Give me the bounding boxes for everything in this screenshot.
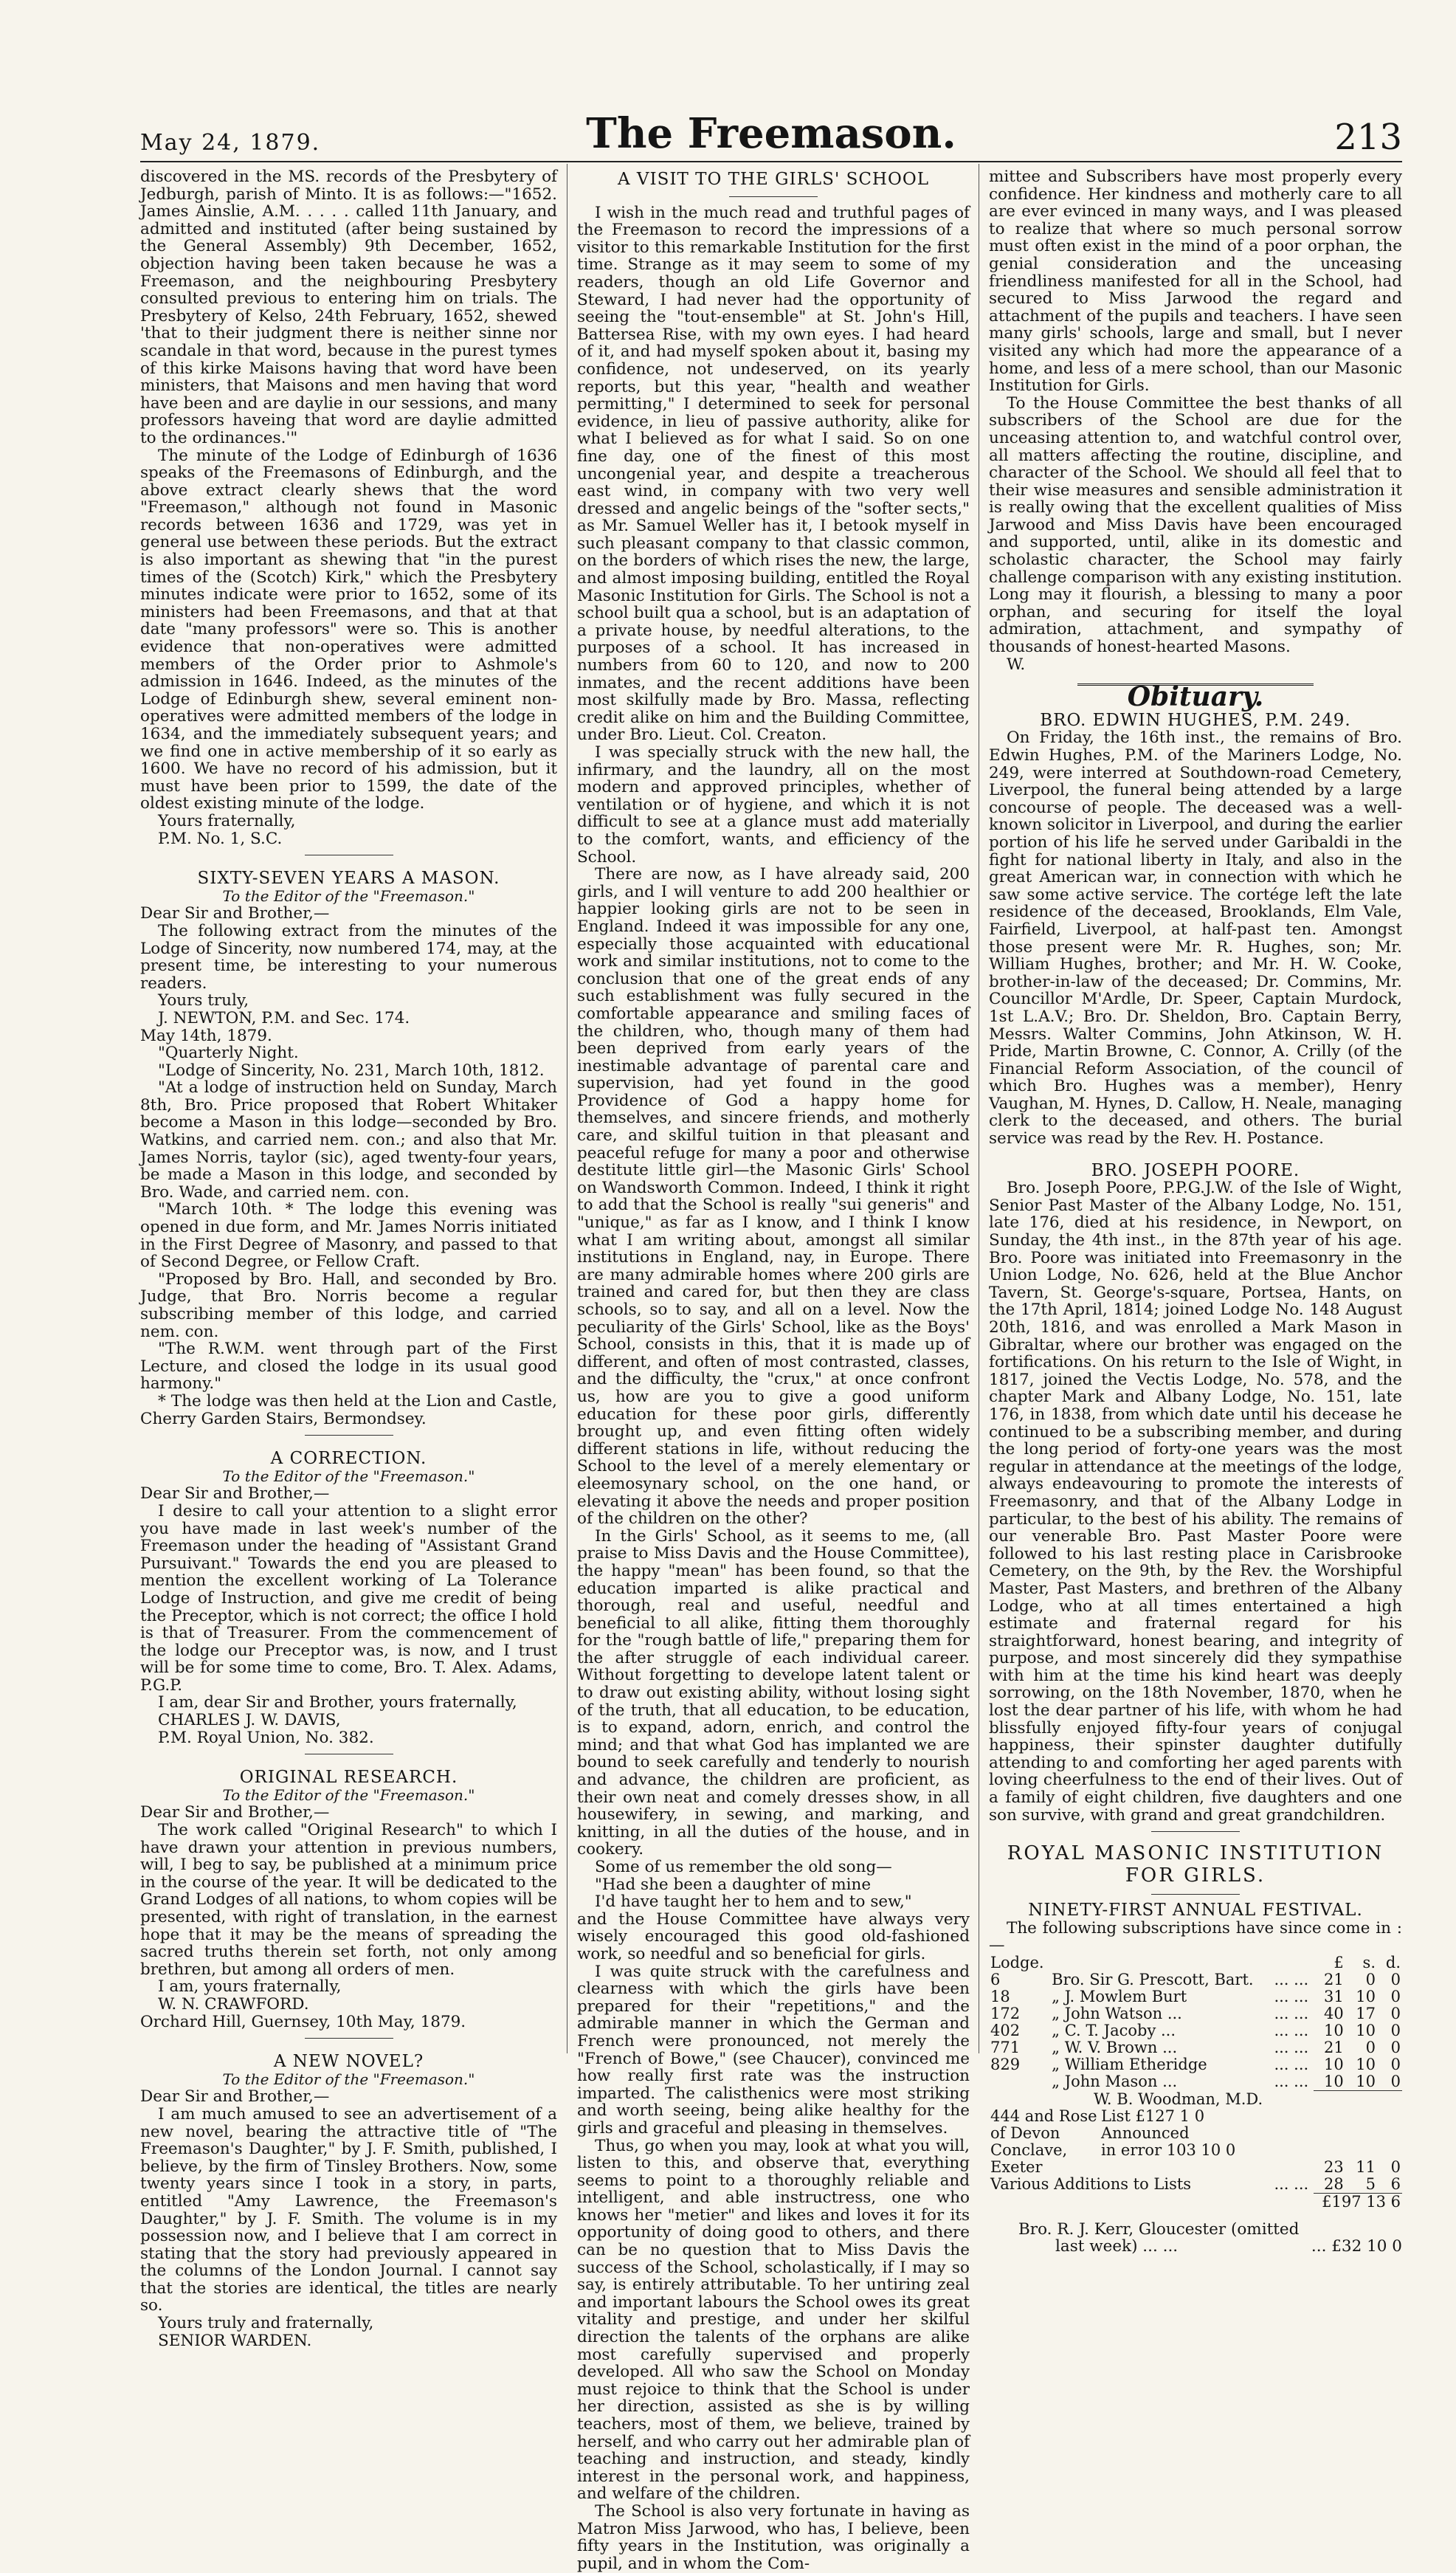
amount-pence: 0 (1377, 2091, 1402, 2176)
paragraph: To the House Committee the best thanks of all subscribers of the School are due for the unceasing attention to, and watchful control over, all matters affecting the routine, discipline, and character of the School. We should all feel that to their wise measures and sensible administration it is really owing that the excellent qualities of Miss Jarwood and Miss Davis have been encouraged and supported, until, alike in its domestic and scholastic character, the School may fairly challenge comparison with any existing institution. Long may it flourish, a blessing to many a poor orphan, and securing for itself the loyal admiration, attachment, and sympathy of thousands of honest-hearted Masons. (989, 393, 1402, 657)
verse-line: "Had she been a daughter of mine (595, 1875, 872, 1894)
row-lodge: 829 (990, 2056, 1021, 2073)
paragraph: On Friday, the 16th inst., the remains of Bro. Edwin Hughes, P.M. of the Mariners Lodge, No. 249, were interred at Southdown-road Cemetery, Liverpool, the funeral being attended by a large concourse of people. The deceased was a well-known solicitor in Liverpool, and during the earlier portion of his life he served under Garibaldi in the fight for national liberty in Italy, and also in the great American war, in connection with which he saw some active service. The cortége left the late residence of the deceased, Brooklands, Elm Vale, Fairfield, Liverpool, at half-past ten. Amongst those present were Mr. R. Hughes, son; Mr. William Hughes, brother; and Mr. H. W. Cooke, brother-in-law of the deceased; Dr. Commins, Mr. Councillor M'Ardle, Dr. Speer, Captain Murdock, 1st L.A.V.; Bro. Dr. Sheldon, Bro. Captain Berry, Messrs. Walter Commins, John Atkinson, W. H. Pride, Martin Browne, C. Connor, A. Crilly (of the Financial Reform Association, of the council of which Bro. Hughes was a member), Henry Vaughan, M. Hynes, D. Callow, H. Neale, managing clerk to the deceased, and others. The burial service was read by the Rev. H. Postance. (989, 728, 1402, 1148)
article-heading: ORIGINAL RESEARCH. (239, 1768, 458, 1788)
article-heading: A VISIT TO THE GIRLS' SCHOOL (618, 170, 929, 189)
paragraph: discovered in the MS. records of the Presbytery of Jedburgh, parish of Minto. It is as follows:—"1652. James Ainslie, A.M. . . . . called 11th January, and admitted and instituted (after being sustained by the General Assembly) 9th December, 1652, objection having been taken because he was a Freemason, and the neighbouring Presbytery consulted previous to entering him on trials. The Presbytery of Kelso, 24th February, 1652, shewed 'that to their judgment there is neither sinne nor scandale in that word, because in the purest tymes of this kirke Maisons having that word have been ministers, that Maisons and men having that word have been and are daylie in our sessions, and many professors haveing that word are daylie admitted to the ordinances.'" (140, 168, 557, 447)
row-name: „ W. V. Brown ... (1052, 2039, 1178, 2056)
row-dots: ... ... (1274, 2005, 1309, 2022)
header-shillings: s. (1362, 1954, 1376, 1971)
subscription-table (989, 1954, 1402, 2211)
amount-pounds: 23 (1314, 2091, 1345, 2176)
kerr-line-2: last week) ... ... (1055, 2237, 1179, 2256)
table-header (989, 1954, 1402, 1971)
signature: W. (1007, 655, 1026, 674)
paragraph: I was specially struck with the new hall, the infirmary, and the laundry, all on the most modern and approved principles, whether of ventilation or of hygiene, and which it is not difficult to see at a glance must add materially to the comfort, wants, and efficiency of the School. (577, 743, 970, 867)
column-1 (140, 168, 557, 2350)
address-line: Orchard Hill, Guernsey, 10th May, 1879. (140, 2012, 466, 2031)
amount-pounds: 28 (1324, 2174, 1344, 2193)
signature: SENIOR WARDEN. (158, 2331, 312, 2350)
amount-shillings: 0 (1365, 2039, 1376, 2056)
article-subheading: To the Editor of the "Freemason." (222, 1467, 475, 1485)
row-name: Bro. Sir G. Prescott, Bart. (1052, 1971, 1254, 1988)
amount-shillings: 10 (1356, 2056, 1376, 2073)
closing: I am, dear Sir and Brother, yours fraternally, (158, 1693, 517, 1712)
amount-pence: 0 (1390, 2022, 1401, 2039)
separator (305, 2038, 393, 2039)
row-name: „ C. T. Jacoby ... (1052, 2022, 1176, 2039)
row-name: „ William Etheridge (1052, 2056, 1207, 2073)
table-row (989, 1971, 1402, 1988)
row-lodge (989, 2073, 1050, 2091)
woodman-list: List £127 1 0 (1101, 2107, 1205, 2125)
header-pounds: £ (1333, 1954, 1344, 1971)
subscription-rows (989, 1971, 1402, 2091)
amount-pounds: 10 (1324, 2022, 1344, 2039)
amount-shillings: 10 (1356, 2073, 1376, 2090)
header-lodge: Lodge. (990, 1954, 1044, 1971)
separator (305, 1435, 393, 1436)
minute-heading: "Quarterly Night. (158, 1044, 299, 1063)
amount-pounds: 10 (1324, 2073, 1344, 2090)
paragraph: There are now, as I have already said, 200 girls, and I will venture to add 200 healthier or happier looking girls are not to be seen in England. Indeed it was impossible for any one, especially those acquainted with educational work and similar institutions, not to come to the conclusion that one of the great ends of any such establishment was fully secured in the comfortable appearance and smiling faces of the children, who, though many of them had been deprived from early years of the inestimable advantage of parental care and supervision, had yet found in the good Providence of God a happy home for themselves, and sincere friends, and motherly care, and skilful tuition in that pleasant and peaceful refuge for many a poor and otherwise destitute little girl—the Masonic Girls' School on Wandsworth Common. Indeed, I think it right to add that the School is really "sui generis" and "unique," as far as I know, and I think I know what I am writing about, amongst all similar institutions in England, nay, in Europe. There are many admirable homes where 200 girls are trained and cared for, but then they are class schools, so to say, and all on a level. Now the peculiarity of the Girls' School, like as the Boys' School, consists in this, that it is made up of different, and often of most contrasted, classes, and the difficulty, the "crux," at once confront us, how are you to give a good uniform education for these poor girls, differently brought up, and even fitting often widely different stations in life, without reducing the School to the level of a merely elementary or eleemosynary school, on the one hand, or elevating it above the needs and proper position of the children on the other? (577, 865, 970, 1529)
section-heading: ROYAL MASONIC INSTITUTION FOR GIRLS. (1007, 1842, 1384, 1887)
paragraph: Bro. Joseph Poore, P.P.G.J.W. of the Isle of Wight, Senior Past Master of the Albany Lodge, No. 151, late 176, died at his residence, in Newport, on Sunday, the 4th inst., in the 87th year of his age. Bro. Poore was initiated into Freemasonry in the Union Lodge, No. 626, held at the Blue Anchor Tavern, St. George's-square, Portsea, Hants, on the 17th April, 1814; joined Lodge No. 148 August 20th, 1816, and was enrolled a Mark Mason in Gibraltar, where our brother was engaged on the fortifications. On his return to the Isle of Wight, in 1817, joined the Vectis Lodge, No. 578, and the chapter Mark and Albany Lodge, No. 151, late 176, in 1838, from which date until his decease he continued to be a subscribing member, and during the long period of forty-one years was the most regular in attendance at the meetings of the lodge, always endeavouring to promote the interests of Freemasonry, and that of the Albany Lodge in particular, to the best of his ability. The remains of our venerable Bro. Past Master Poore were followed to his last resting place in Carisbrooke Cemetery, on the 9th, by the Rev. the Worshipful Master, Past Masters, and brethren of the Albany Lodge, who at all times entertained a high estimate and fraternal regard for his straightforward, honest bearing, and integrity of purpose, and most sincerely did they sympathise with him at the time his kind heart was deeply sorrowing, on the 18th November, 1870, when he lost the dear partner of his life, with whom he had blissfully enjoyed fifty-four years of conjugal happiness, their spinster daughter dutifully attending to and comforting her aged parents with loving cheerfulness to the end of their lives. Out of a family of eight children, five daughters and one son survive, with grand and great grandchildren. (989, 1179, 1402, 1825)
woodman-error: in error 103 10 0 (1101, 2140, 1236, 2159)
column-3 (989, 168, 1402, 2256)
masthead-rule (140, 161, 1402, 162)
row-dots: ... ... (1274, 2056, 1309, 2073)
row-name: „ John Mason ... (1052, 2073, 1178, 2090)
woodman-name: W. B. Woodman, M.D. (1094, 2090, 1263, 2108)
paragraph: "At a lodge of instruction held on Sunday, March 8th, Bro. Price proposed that Robert Whitaker become a Mason in this lodge—seconded by Bro. Watkins, and carried nem. con.; and also that Mr. James Norris, taylor (sic), aged twenty-four years, be made a Mason in this lodge, and seconded by Bro. Wade, and carried nem. con. (140, 1078, 557, 1202)
paragraph: The minute of the Lodge of Edinburgh of 1636 speaks of the Freemasons of Edinburgh, and the above extract clearly shews that the word "Freemason," although not found in Masonic records between 1636 and 1729, was yet in general use between these periods. But the extract is also important as shewing that "in the purest times of the (Scotch) Kirk," which the Presbytery minutes indicate were prior to 1652, some of its ministers had been Freemasons, and that at that date "many professors" were so. This is another evidence that non-operatives were admitted members of the Order prior to Ashmole's admission in 1646. Indeed, as the minutes of the Lodge of Edinburgh shew, several eminent non-operatives were admitted members of the lodge in 1634, and the immediately subsequent years; and we find one in active membership of it so early as 1600. We have no record of his admission, but it must have been prior to 1599, the date of the oldest existing minute of the lodge. (140, 446, 557, 813)
row-name: „ John Watson ... (1052, 2005, 1182, 2022)
amount-pence: 0 (1390, 2056, 1401, 2073)
paragraph: The work called "Original Research" to which I have drawn your attention in previous numbers, will, I beg to say, be published at a minimum price in the course of the year. It will be dedicated to the Grand Lodges of all nations, to whom copies will be presented, with right of translation, in the earnest hope that it may be the means of spreading the sacred truths therein set forth, not only among brethren, but among all orders of men. (140, 1821, 557, 1979)
paragraph: and the House Committee have always very wisely encouraged this good old-fashioned work, so needful and so beneficial for girls. (577, 1909, 970, 1963)
paragraph: I wish in the much read and truthful pages of the Freemason to record the impressions of a visitor to this remarkable Institution for the first time. Strange as it may seem to some of my readers, though an old Life Governor and Steward, I had never had the opportunity of seeing the "tout-ensemble" at St. John's Hill, Battersea Rise, with my own eyes. I had heard of it, and had myself spoken about it, basing my confidence, not undeserved, on its yearly reports, but this year, "health and weather permitting," I determined to seek for personal evidence, in lieu of passive authority, alike for what I believed as for what I said. So on one fine day, one of the finest of this most uncongenial year, and despite a treacherous east wind, in company with two very well dressed and angelic beings of the "softer sects," as Mr. Samuel Weller has it, I betook myself in such pleasant company to that classic common, on the borders of which rises the new, the large, and almost imposing building, entitled the Royal Masonic Institution for Girls. The School is not a school built qua a school, but is an adaptation of a private house, by needful alterations, to the purposes of a school. It has increased in numbers from 60 to 120, and now to 200 inmates, and the recent additions have been most skilfully made by Bro. Massa, reflecting credit alike on him and the Building Committee, under Bro. Lieut. Col. Creaton. (577, 203, 970, 745)
amount-shillings: 0 (1365, 1971, 1376, 1988)
row-dots: ... ... (1274, 1971, 1309, 1988)
salutation: Dear Sir and Brother,— (140, 1484, 330, 1504)
issue-date: May 24, 1879. (140, 130, 321, 156)
table-row (989, 2005, 1402, 2022)
amount-pounds: 10 (1324, 2056, 1344, 2073)
signature-line: P.M. Royal Union, No. 382. (158, 1728, 374, 1747)
festival-heading: NINETY-FIRST ANNUAL FESTIVAL. (1028, 1901, 1363, 1921)
row-lodge: 18 (990, 1988, 1010, 2005)
article-subheading: To the Editor of the "Freemason." (222, 1785, 475, 1804)
total-amount: £197 13 6 (1314, 2193, 1402, 2211)
paragraph: "The R.W.M. went through part of the First Lecture, and closed the lodge in its usual good harmony." (140, 1340, 557, 1394)
paragraph: Thus, go when you may, look at what you will, listen to this, and observe that, everything seems to point to a thoroughly reliable and intelligent, and able instructress, one who knows her "metier" and likes and loves it for its opportunity of doing good to others, and there can be no question that to Miss Davis the success of the School, scholastically, if I may so say, is entirely attributable. To her untiring zeal and important labours the School owes its great vitality and prestige, and under her skilful direction the talents of the orphans are alike most carefully supervised and properly developed. All who saw the School on Monday must rejoice to think that the School is under her direction, assisted as she is by willing teachers, most of them, we believe, trained by herself, and who carry out her admirable plan of teaching and instruction, and steady, kindly interest in the personal work, and happiness, and welfare of the children. (577, 2136, 970, 2504)
signature: P.M. No. 1, S.C. (158, 829, 283, 848)
row-lodge: 6 (990, 1971, 1001, 1988)
salutation: Dear Sir and Brother,— (140, 904, 330, 923)
amount-pounds: 21 (1324, 1971, 1344, 1988)
amount-pence: 0 (1390, 2039, 1401, 2056)
paragraph: I was quite struck with the carefulness and clearness with which the girls have been prepared for their "repetitions," and the admirable manner in which the German and French were pronounced, not merely the "French of Bowe," (see Chaucer), convinced me how really first rate was the instruction imparted. The calisthenics were most striking and worth seeing, being alike healthy for the girls and graceful and pleasing in themselves. (577, 1962, 970, 2138)
amount-pounds: 21 (1324, 2039, 1344, 2056)
row-lodge: 172 (990, 2005, 1021, 2022)
table-row (989, 2056, 1402, 2073)
salutation: Dear Sir and Brother,— (140, 1803, 330, 1822)
closing: Yours fraternally, (158, 811, 296, 830)
table-row (989, 2039, 1402, 2056)
signature: CHARLES J. W. DAVIS, (158, 1711, 341, 1730)
row-dots: ... ... (1274, 2022, 1309, 2039)
kerr-entry (989, 2221, 1402, 2256)
amount-shillings: 10 (1356, 2022, 1376, 2039)
table-row (989, 2091, 1402, 2176)
paragraph: In the Girls' School, as it seems to me, (all praise to Miss Davis and the House Committee), the happy "mean" has been found, so that the education imparted is alike practical and thorough, real and useful, needful and beneficial to all alike, fitting them thoroughly for the "rough battle of life," preparing them for the after struggle of each individual career. Without forgetting to develope latent talent or to draw out existing ability, without losing sight of the truth, that all education, to be education, is to expand, adorn, enrich, and control the mind; and that what God has implanted we are bound to seek carefully and tenderly to nourish and advance, the children are proficient, as their own neat and comely dresses show, in all housewifery, in sewing, and marking, and knitting, in all the duties of the house, and in cookery. (577, 1526, 970, 1859)
closing: I am, yours fraternally, (158, 1977, 342, 1997)
closing: Yours truly, (158, 991, 249, 1010)
obituary-heading: BRO. JOSEPH POORE. (1091, 1160, 1300, 1180)
paragraph: I am much amused to see an advertisement of a new novel, bearing the attractive title of "The Freemason's Daughter," by J. F. Smith, published, I believe, by the firm of Tinsley Brothers. Now, some twenty years since I took in a story, in parts, entitled "Amy Lawrence, the Freemason's Daughter," by J. F. Smith. The volume is in my possession now, and I believe that I am correct in stating that the story had previously appeared in the columns of the London Journal. I cannot say that the stories are identical, the titles are nearly so. (140, 2104, 557, 2315)
paragraph: "Lodge of Sincerity, No. 231, March 10th, 1812. (158, 1061, 545, 1080)
row-dots: ... ... (1274, 2039, 1309, 2056)
row-dots: ... ... (1274, 2073, 1309, 2090)
table-row (989, 2022, 1402, 2039)
amount-pounds: 31 (1324, 1988, 1344, 2005)
closing: Yours truly and fraternally, (158, 2314, 374, 2333)
paragraph: "March 10th. * The lodge this evening was opened in due form, and Mr. James Norris initiated in the First Degree of Masonry, and passed to that of Second Degree, or Fellow Craft. (140, 1200, 557, 1272)
separator (1151, 1894, 1240, 1895)
amount-pence: 0 (1390, 1988, 1401, 2005)
masthead (140, 109, 1402, 158)
article-heading: A CORRECTION. (270, 1449, 427, 1469)
row-dots: ... ... (1274, 1988, 1309, 2005)
amount-shillings: 11 (1345, 2091, 1377, 2176)
page-number: 213 (1334, 117, 1402, 158)
paragraph: I desire to call your attention to a slight error you have made in last week's number of the Freemason under the heading of "Assistant Grand Pursuivant." Towards the end you are pleased to mention the excellent working of La Tolerance Lodge of Instruction, and give me credit of being the Preceptor, which is not correct; the office I hold is that of Treasurer. From the commencement of the lodge our Preceptor was, is now, and I trust will be for some time to come, Bro. T. Alex. Adams, P.G.P. (140, 1501, 557, 1695)
kerr-line-1: Bro. R. J. Kerr, Gloucester (omitted (1018, 2219, 1300, 2239)
amount-pence: 0 (1390, 2005, 1401, 2022)
amount-pence: 0 (1390, 1971, 1401, 1988)
footnote: * The lodge was then held at the Lion and Castle, Cherry Garden Stairs, Bermondsey. (140, 1391, 557, 1428)
row-name: Various Additions to Lists (990, 2174, 1192, 2193)
article-heading: SIXTY-SEVEN YEARS A MASON. (197, 869, 500, 889)
amount-pounds: 40 (1324, 2005, 1344, 2022)
verse-line: I'd have taught her to hem and to sew," (595, 1892, 912, 1912)
amount-shillings: 10 (1356, 1988, 1376, 2005)
article-subheading: To the Editor of the "Freemason." (222, 886, 475, 905)
total-row (989, 2193, 1402, 2211)
row-dots: ... ... (1274, 2174, 1309, 2193)
signature: J. NEWTON, P.M. and Sec. 174. (158, 1008, 410, 1027)
amount-shillings: 5 (1365, 2174, 1376, 2193)
row-name: „ J. Mowlem Burt (1052, 1988, 1187, 2005)
separator (1151, 1831, 1240, 1832)
row-lodge: 402 (990, 2022, 1021, 2039)
newspaper-title: The Freemason. (586, 109, 956, 158)
woodman-announced: Announced (1101, 2124, 1190, 2142)
amount-shillings: 17 (1356, 2005, 1376, 2022)
amount-pence: 6 (1390, 2174, 1401, 2193)
paragraph: Some of us remember the old song— (595, 1858, 892, 1876)
article-subheading: To the Editor of the "Freemason." (222, 2070, 475, 2088)
paragraph: "Proposed by Bro. Hall, and seconded by Bro. Judge, that Bro. Norris become a regular subscribing member of this lodge, and carried nem. con. (140, 1270, 557, 1341)
paragraph: The School is also very fortunate in having as Matron Miss Jarwood, who has, I believe, been fifty years in the Institution, was originally a pupil, and in whom the Com- (577, 2501, 970, 2573)
kerr-amount: ... £32 10 0 (1311, 2237, 1402, 2256)
table-row (989, 2176, 1402, 2194)
article-heading: A NEW NOVEL? (273, 2052, 424, 2072)
table-row (989, 1988, 1402, 2005)
paragraph: The following extract from the minutes of the Lodge of Sincerity, now numbered 174, may, at the present time, be interesting to your numerous readers. (140, 921, 557, 993)
salutation: Dear Sir and Brother,— (140, 2087, 330, 2107)
obituary-title: Obituary. (1127, 681, 1264, 713)
obituary-heading: BRO. EDWIN HUGHES, P.M. 249. (1040, 710, 1351, 730)
woodman-lodge: 444 and Rose of Devon Conclave, Exeter (990, 2107, 1097, 2176)
table-row (989, 2073, 1402, 2091)
amount-pence: 0 (1390, 2073, 1401, 2090)
dateline: May 14th, 1879. (140, 1026, 272, 1045)
row-lodge: 771 (990, 2039, 1021, 2056)
separator (729, 196, 818, 197)
signature: W. N. CRAWFORD. (158, 1994, 309, 2014)
paragraph: The following subscriptions have since come in :— (989, 1918, 1402, 1955)
column-2 (577, 168, 970, 2573)
header-pence: d. (1385, 1954, 1401, 1971)
paragraph: mittee and Subscribers have most properly every confidence. Her kindness and motherly care to all are ever evinced in many ways, and I was pleased to realize that where so much personal sorrow must often exist in the mind of a poor orphan, the genial consideration and the unceasing friendliness manifested for all in the School, had secured to Miss Jarwood the regard and attachment of the pupils and teachers. I have seen many girls' schools, large and small, but I never visited any which had more the appearance of a home, and less of a mere school, than our Masonic Institution for Girls. (989, 168, 1402, 396)
